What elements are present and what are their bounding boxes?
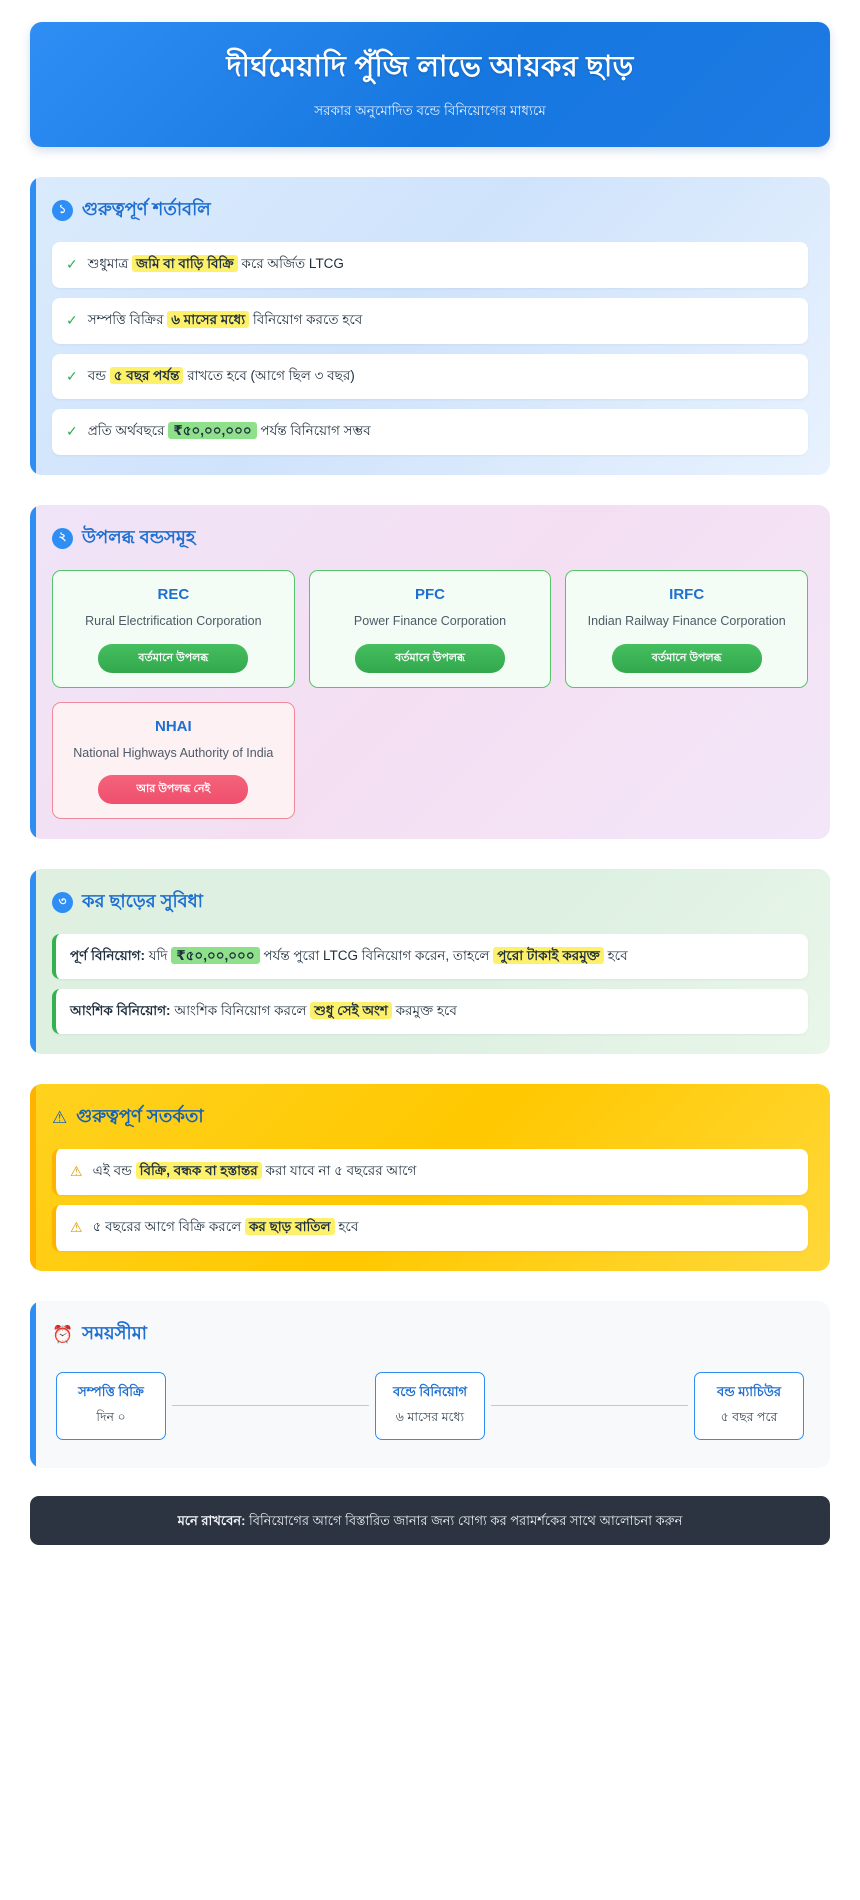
section-bonds-header (52, 523, 808, 554)
footer-note (30, 1496, 830, 1546)
timeline-step-title: সম্পত্তি বিক্রি (78, 1383, 144, 1399)
highlight: জমি বা বাড়ি বিক্রি (132, 255, 238, 272)
bond-card-pfc[interactable] (309, 570, 552, 688)
bond-card-nhai[interactable] (52, 702, 295, 820)
bond-name: NHAI (154, 717, 192, 735)
hero-banner (30, 22, 830, 147)
timeline-step (56, 1372, 166, 1440)
check-icon: ✓ (66, 256, 78, 273)
bond-name: REC (157, 585, 190, 603)
highlight: বিক্রি, বন্ধক বা হস্তান্তর (136, 1162, 262, 1179)
highlight: শুধু সেই অংশ (310, 1002, 392, 1019)
section-warnings-title: গুরুত্বপূর্ণ সতর্কতা (76, 1106, 204, 1127)
check-icon: ✓ (66, 423, 78, 440)
item-label: আংশিক বিনিয়োগ: (70, 1003, 171, 1019)
highlight-amount: ₹৫০,০০,০০০ (171, 947, 259, 964)
list-item-text: প্রতি অর্থবছরে ₹৫০,০০,০০০ পর্যন্ত বিনিয়োগ সম্ভব (87, 423, 371, 439)
section-timeline-header (52, 1319, 808, 1350)
bond-full-name: National Highways Authority of India (73, 745, 274, 760)
bond-grid-row2 (52, 702, 808, 820)
bond-name: IRFC (669, 585, 705, 603)
list-item-text: পূর্ণ বিনিয়োগ: যদি ₹৫০,০০,০০০ পর্যন্ত পুরো LTCG বিনিয়োগ করেন, তাহলে পুরো টাকাই করমুক্ত হবে (70, 948, 628, 964)
list-item-text: আংশিক বিনিয়োগ: আংশিক বিনিয়োগ করলে শুধু সেই অংশ করমুক্ত হবে (70, 1003, 457, 1019)
footer-label: মনে রাখবেন: (177, 1512, 246, 1528)
section-number-badge: ২ (52, 528, 73, 549)
timeline-step-sub: ৬ মাসের মধ্যে (395, 1409, 465, 1424)
list-item-text: বন্ড ৫ বছর পর্যন্ত রাখতে হবে (আগে ছিল ৩ বছর) (87, 367, 355, 383)
item-label: পূর্ণ বিনিয়োগ: (70, 948, 146, 964)
timeline-step-title: বন্ডে বিনিয়োগ (392, 1383, 468, 1399)
highlight-amount: ₹৫০,০০,০০০ (168, 422, 256, 439)
bond-full-name: Power Finance Corporation (353, 613, 507, 628)
highlight: ৫ বছর পর্যন্ত (110, 367, 184, 384)
timeline-step (694, 1372, 804, 1440)
highlight: কর ছাড় বাতিল (245, 1218, 335, 1235)
section-bonds-title: উপলব্ধ বন্ডসমূহ (82, 526, 196, 547)
timeline-connector (172, 1405, 369, 1407)
bond-full-name: Indian Railway Finance Corporation (587, 613, 786, 628)
section-warnings (30, 1084, 830, 1270)
check-icon: ✓ (66, 311, 78, 328)
warning-triangle-icon: ⚠ (70, 1163, 83, 1180)
footer-text: বিনিয়োগের আগে বিস্তারিত জানার জন্য যোগ্য কর পরামর্শকের সাথে আলোচনা করুন (249, 1512, 683, 1528)
list-item-text: ৫ বছরের আগে বিক্রি করলে কর ছাড় বাতিল হবে (92, 1218, 359, 1234)
section-conditions-title: গুরুত্বপূর্ণ শর্তাবলি (82, 199, 211, 220)
check-icon: ✓ (66, 367, 78, 384)
section-warnings-header (52, 1102, 808, 1133)
status-badge: বর্তমানে উপলব্ধ (98, 644, 248, 673)
list-item-text: সম্পত্তি বিক্রির ৬ মাসের মধ্যে বিনিয়োগ করতে হবে (87, 311, 363, 327)
list-item (52, 409, 808, 455)
section-benefits (30, 869, 830, 1054)
warning-triangle-icon: ⚠ (70, 1218, 83, 1235)
timeline-step-sub: দিন ০ (96, 1409, 126, 1424)
list-item-text: শুধুমাত্র জমি বা বাড়ি বিক্রি করে অর্জিত LTCG (87, 256, 344, 272)
timeline-step-title: বন্ড ম্যাচিউর (717, 1383, 781, 1399)
timeline (52, 1366, 808, 1448)
status-badge: বর্তমানে উপলব্ধ (612, 644, 762, 673)
section-number-badge: ১ (52, 200, 73, 221)
timeline-step (375, 1372, 485, 1440)
section-timeline (30, 1301, 830, 1468)
section-conditions-header (52, 195, 808, 226)
warning-triangle-icon: ⚠ (52, 1108, 68, 1128)
list-item (52, 298, 808, 344)
highlight: ৬ মাসের মধ্যে (167, 311, 249, 328)
timeline-step-sub: ৫ বছর পরে (720, 1409, 778, 1424)
section-benefits-title: কর ছাড়ের সুবিধা (82, 891, 203, 912)
list-item-text: এই বন্ড বিক্রি, বন্ধক বা হস্তান্তর করা যাবে না ৫ বছরের আগে (92, 1163, 417, 1179)
alarm-clock-icon: ⏰ (52, 1324, 74, 1344)
bond-grid (52, 570, 808, 688)
highlight: পুরো টাকাই করমুক্ত (493, 947, 604, 964)
bond-full-name: Rural Electrification Corporation (85, 613, 262, 628)
list-item (52, 1149, 808, 1195)
page-title: দীর্ঘমেয়াদি পুঁজি লাভে আয়কর ছাড় (226, 51, 634, 83)
page-subtitle: সরকার অনুমোদিত বন্ডে বিনিয়োগের মাধ্যমে (314, 103, 546, 119)
list-item (52, 242, 808, 288)
section-number-badge: ৩ (52, 892, 73, 913)
status-badge: বর্তমানে উপলব্ধ (355, 644, 505, 673)
bond-card-rec[interactable] (52, 570, 295, 688)
section-timeline-title: সময়সীমা (82, 1322, 147, 1343)
section-conditions (30, 177, 830, 475)
section-bonds (30, 505, 830, 840)
bond-card-irfc[interactable] (565, 570, 808, 688)
timeline-connector (491, 1405, 688, 1407)
list-item (52, 1205, 808, 1251)
list-item (52, 989, 808, 1034)
list-item (52, 934, 808, 979)
list-item (52, 354, 808, 400)
section-benefits-header (52, 887, 808, 918)
status-badge: আর উপলব্ধ নেই (98, 775, 248, 804)
bond-name: PFC (414, 585, 445, 603)
